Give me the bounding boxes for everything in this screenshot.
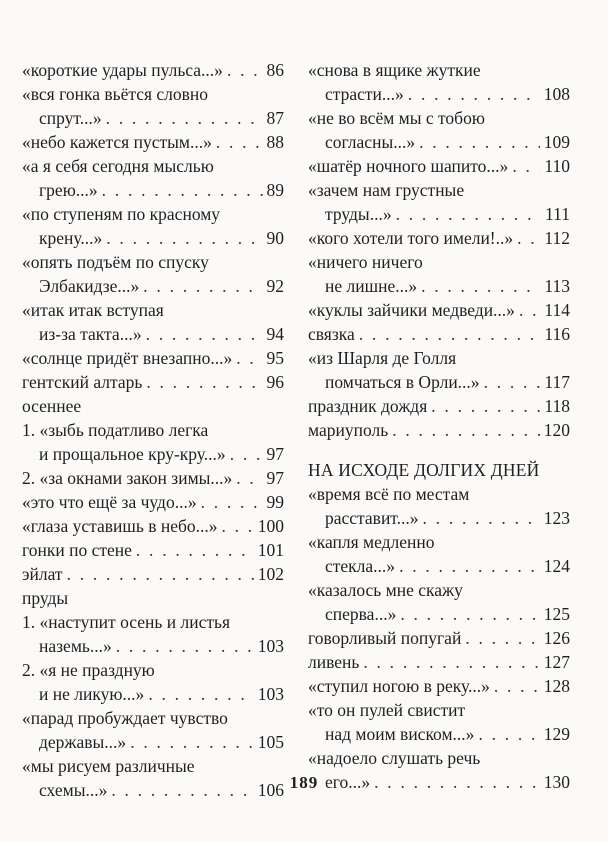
toc-entry-page: 90 xyxy=(266,228,284,248)
toc-entry-title: сперва...» xyxy=(325,604,397,624)
toc-entry-title: эйлат xyxy=(22,564,63,584)
toc-entry-title: «мы рисуем различные xyxy=(22,756,195,776)
toc-entry xyxy=(22,298,284,346)
dot-leader xyxy=(130,730,254,754)
toc-entry-title: «время всё по местам xyxy=(308,484,470,504)
toc-entry-title: «не во всём мы с тобою xyxy=(308,108,485,128)
toc-entry-page: 124 xyxy=(543,556,570,576)
dot-leader xyxy=(519,298,540,322)
toc-entry xyxy=(308,482,570,530)
toc-entry-page: 94 xyxy=(266,324,284,344)
toc-entry-title: и прощальное кру-кру...» xyxy=(39,444,226,464)
toc-entry-title: связка xyxy=(308,324,355,344)
toc-entry-page: 92 xyxy=(266,276,284,296)
toc-entry xyxy=(22,154,284,202)
toc-entry-page: 127 xyxy=(543,652,570,672)
toc-entry-title: 1. «зыбь податливо легка xyxy=(22,420,209,440)
toc-left-column xyxy=(22,58,284,802)
toc-entry-title: стекла...» xyxy=(325,556,396,576)
toc-entry-page: 129 xyxy=(543,724,570,744)
toc-entry-title: наземь...» xyxy=(39,636,112,656)
toc-entry xyxy=(22,130,284,154)
toc-entry xyxy=(22,394,284,418)
dot-leader xyxy=(216,130,263,154)
dot-leader xyxy=(143,274,262,298)
dot-leader xyxy=(363,650,539,674)
toc-entry-title: «из Шарля де Голля xyxy=(308,348,457,368)
toc-entry-page: 123 xyxy=(543,508,570,528)
toc-entry-page: 102 xyxy=(257,564,284,584)
toc-entry-title: «казалось мне скажу xyxy=(308,580,463,600)
toc-entry xyxy=(308,154,570,178)
dot-leader xyxy=(67,562,254,586)
toc-entry-title: осеннее xyxy=(22,396,82,416)
toc-entry-title: согласны...» xyxy=(325,132,416,152)
toc-entry-title: «короткие удары пульса...» xyxy=(22,60,223,80)
toc-entry-page: 103 xyxy=(257,636,284,656)
toc-entry-title: «солнце придёт внезапно...» xyxy=(22,348,233,368)
toc-entry-title: «опять подъём по спуску xyxy=(22,252,209,272)
toc-entry-page: 105 xyxy=(257,732,284,752)
toc-entry-page: 118 xyxy=(544,396,570,416)
toc-entry-page: 113 xyxy=(544,276,570,296)
toc-entry xyxy=(22,82,284,130)
toc-entry xyxy=(308,226,570,250)
toc-entry xyxy=(22,586,284,610)
toc-entry xyxy=(308,178,570,226)
toc-entry xyxy=(22,490,284,514)
toc-entry-title: помчаться в Орли...» xyxy=(325,372,480,392)
section-title: НА ИСХОДЕ ДОЛГИХ ДНЕЙ xyxy=(308,460,540,480)
toc-entry-title: из-за такта...» xyxy=(39,324,142,344)
dot-leader xyxy=(512,154,540,178)
toc-entry-page: 128 xyxy=(543,676,570,696)
toc-entry xyxy=(22,58,284,82)
dot-leader xyxy=(146,370,262,394)
toc-entry-page: 95 xyxy=(266,348,284,368)
toc-entry-title: ливень xyxy=(308,652,360,672)
toc-entry-title: труды...» xyxy=(325,204,392,224)
toc-right-column xyxy=(308,58,570,794)
dot-leader xyxy=(419,130,540,154)
toc-entry-page: 125 xyxy=(543,604,570,624)
toc-entry-title: пруды xyxy=(22,588,69,608)
dot-leader xyxy=(399,554,540,578)
toc-entry-title: «по ступеням по красному xyxy=(22,204,221,224)
toc-entry-title: «ничего ничего xyxy=(308,252,423,272)
toc-entry-title: «вся гонка вьётся словно xyxy=(22,84,209,104)
toc-entry-title: крену...» xyxy=(39,228,103,248)
toc-entry xyxy=(22,418,284,466)
toc-entry-page: 101 xyxy=(257,540,284,560)
toc-entry-page: 100 xyxy=(257,516,284,536)
toc-entry-title: «небо кажется пустым...» xyxy=(22,132,212,152)
dot-leader xyxy=(146,322,263,346)
toc-entry-title: спрут...» xyxy=(39,108,102,128)
toc-entry-title: 2. «за окнами закон зимы...» xyxy=(22,468,233,488)
toc-entry-page: 96 xyxy=(266,372,284,392)
toc-entry-page: 103 xyxy=(257,684,284,704)
toc-entry-title: не лишне...» xyxy=(325,276,418,296)
toc-entry-title: державы...» xyxy=(39,732,127,752)
dot-leader xyxy=(222,514,254,538)
dot-leader xyxy=(423,506,540,530)
dot-leader xyxy=(106,226,262,250)
dot-leader xyxy=(201,490,263,514)
dot-leader xyxy=(484,370,541,394)
dot-leader xyxy=(400,602,539,626)
toc-right-entries xyxy=(308,58,570,442)
toc-entry-title: «то он пулей свистит xyxy=(308,700,466,720)
toc-entry xyxy=(308,346,570,394)
toc-entry-title: страсти...» xyxy=(325,84,404,104)
dot-leader xyxy=(396,202,541,226)
toc-entry xyxy=(22,346,284,370)
toc-entry-page: 120 xyxy=(543,420,570,440)
toc-entry-title: говорливый попугай xyxy=(308,628,462,648)
toc-entry-page: 126 xyxy=(543,628,570,648)
toc-entry xyxy=(22,562,284,586)
dot-leader xyxy=(236,466,262,490)
dot-leader xyxy=(478,722,539,746)
dot-leader xyxy=(465,626,539,650)
toc-entry-page: 97 xyxy=(266,444,284,464)
toc-entry-title: 2. «я не праздную xyxy=(22,660,155,680)
toc-entry-title: гентский алтарь xyxy=(22,372,143,392)
toc-entry-page: 117 xyxy=(544,372,570,392)
toc-entry xyxy=(308,418,570,442)
toc-entry xyxy=(22,514,284,538)
toc-entry xyxy=(22,370,284,394)
toc-entry-page: 108 xyxy=(543,84,570,104)
toc-entry-title: «итак итак вступая xyxy=(22,300,164,320)
toc-entry-page: 109 xyxy=(543,132,570,152)
toc-entry xyxy=(308,58,570,106)
toc-entry-title: «куклы зайчики медведи...» xyxy=(308,300,515,320)
toc-entry-page: 111 xyxy=(545,204,570,224)
dot-leader xyxy=(136,538,254,562)
toc-entry xyxy=(308,626,570,650)
toc-entry-title: «это что ещё за чудо...» xyxy=(22,492,197,512)
toc-entry xyxy=(22,250,284,298)
toc-entry-title: «надоело слушать речь xyxy=(308,748,481,768)
toc-entry xyxy=(22,538,284,562)
dot-leader xyxy=(230,442,263,466)
toc-entry xyxy=(308,298,570,322)
dot-leader xyxy=(148,682,253,706)
toc-entry-page: 99 xyxy=(266,492,284,512)
toc-entry-title: «ступил ногою в реку...» xyxy=(308,676,490,696)
toc-entry-title: его...» xyxy=(325,772,371,792)
toc-entry xyxy=(22,202,284,250)
toc-entry-title: схемы...» xyxy=(39,780,108,800)
toc-entry-page: 130 xyxy=(543,772,570,792)
toc-entry xyxy=(308,578,570,626)
toc-entry-page: 89 xyxy=(266,180,284,200)
dot-leader xyxy=(236,346,262,370)
toc-entry-page: 106 xyxy=(257,780,284,800)
dot-leader xyxy=(116,634,254,658)
toc-entry-title: над моим виском...» xyxy=(325,724,475,744)
toc-entry xyxy=(308,322,570,346)
toc-entry-page: 88 xyxy=(266,132,284,152)
toc-entry-title: праздник дождя xyxy=(308,396,428,416)
dot-leader xyxy=(102,178,263,202)
toc-entry-title: мариуполь xyxy=(308,420,389,440)
toc-entry xyxy=(308,106,570,154)
toc-entry xyxy=(22,658,284,706)
toc-entry-title: 1. «наступит осень и листья xyxy=(22,612,231,632)
dot-leader xyxy=(431,394,540,418)
dot-leader xyxy=(359,322,541,346)
toc-entry-title: «капля медленно xyxy=(308,532,435,552)
dot-leader xyxy=(106,106,263,130)
toc-entry-title: «зачем нам грустные xyxy=(308,180,465,200)
toc-entry-page: 112 xyxy=(544,228,570,248)
toc-entry xyxy=(308,250,570,298)
toc-entry xyxy=(308,650,570,674)
toc-entry xyxy=(308,674,570,698)
toc-entry-page: 86 xyxy=(266,60,284,80)
dot-leader xyxy=(421,274,540,298)
toc-entry-title: «снова в ящике жуткие xyxy=(308,60,481,80)
toc-entry-page: 87 xyxy=(266,108,284,128)
toc-entry xyxy=(308,530,570,578)
dot-leader xyxy=(517,226,540,250)
toc-entry-title: «глаза уставишь в небо...» xyxy=(22,516,218,536)
toc-entry-title: «а я себя сегодня мыслью xyxy=(22,156,214,176)
toc-entry-title: грею...» xyxy=(39,180,98,200)
toc-entry xyxy=(22,466,284,490)
toc-entry-title: Элбакидзе...» xyxy=(39,276,140,296)
toc-entry xyxy=(308,698,570,746)
section-entries xyxy=(308,482,570,794)
toc-entry xyxy=(308,394,570,418)
dot-leader xyxy=(494,674,540,698)
toc-entry-page: 116 xyxy=(544,324,570,344)
toc-entry xyxy=(22,706,284,754)
toc-entry-title: «парад пробуждает чувство xyxy=(22,708,228,728)
toc-entry-title: «шатёр ночного шапито...» xyxy=(308,156,509,176)
toc-entry-page: 97 xyxy=(266,468,284,488)
page-number: 189 xyxy=(289,773,319,792)
toc-entry-page: 110 xyxy=(544,156,570,176)
toc-entry-title: «кого хотели того имели!..» xyxy=(308,228,514,248)
dot-leader xyxy=(227,58,263,82)
toc-entry-title: и не ликую...» xyxy=(39,684,145,704)
dot-leader xyxy=(392,418,540,442)
toc-entry-title: расставит...» xyxy=(325,508,419,528)
dot-leader xyxy=(408,82,540,106)
toc-entry xyxy=(22,610,284,658)
toc-entry-title: гонки по стене xyxy=(22,540,132,560)
toc-entry-page: 114 xyxy=(544,300,570,320)
